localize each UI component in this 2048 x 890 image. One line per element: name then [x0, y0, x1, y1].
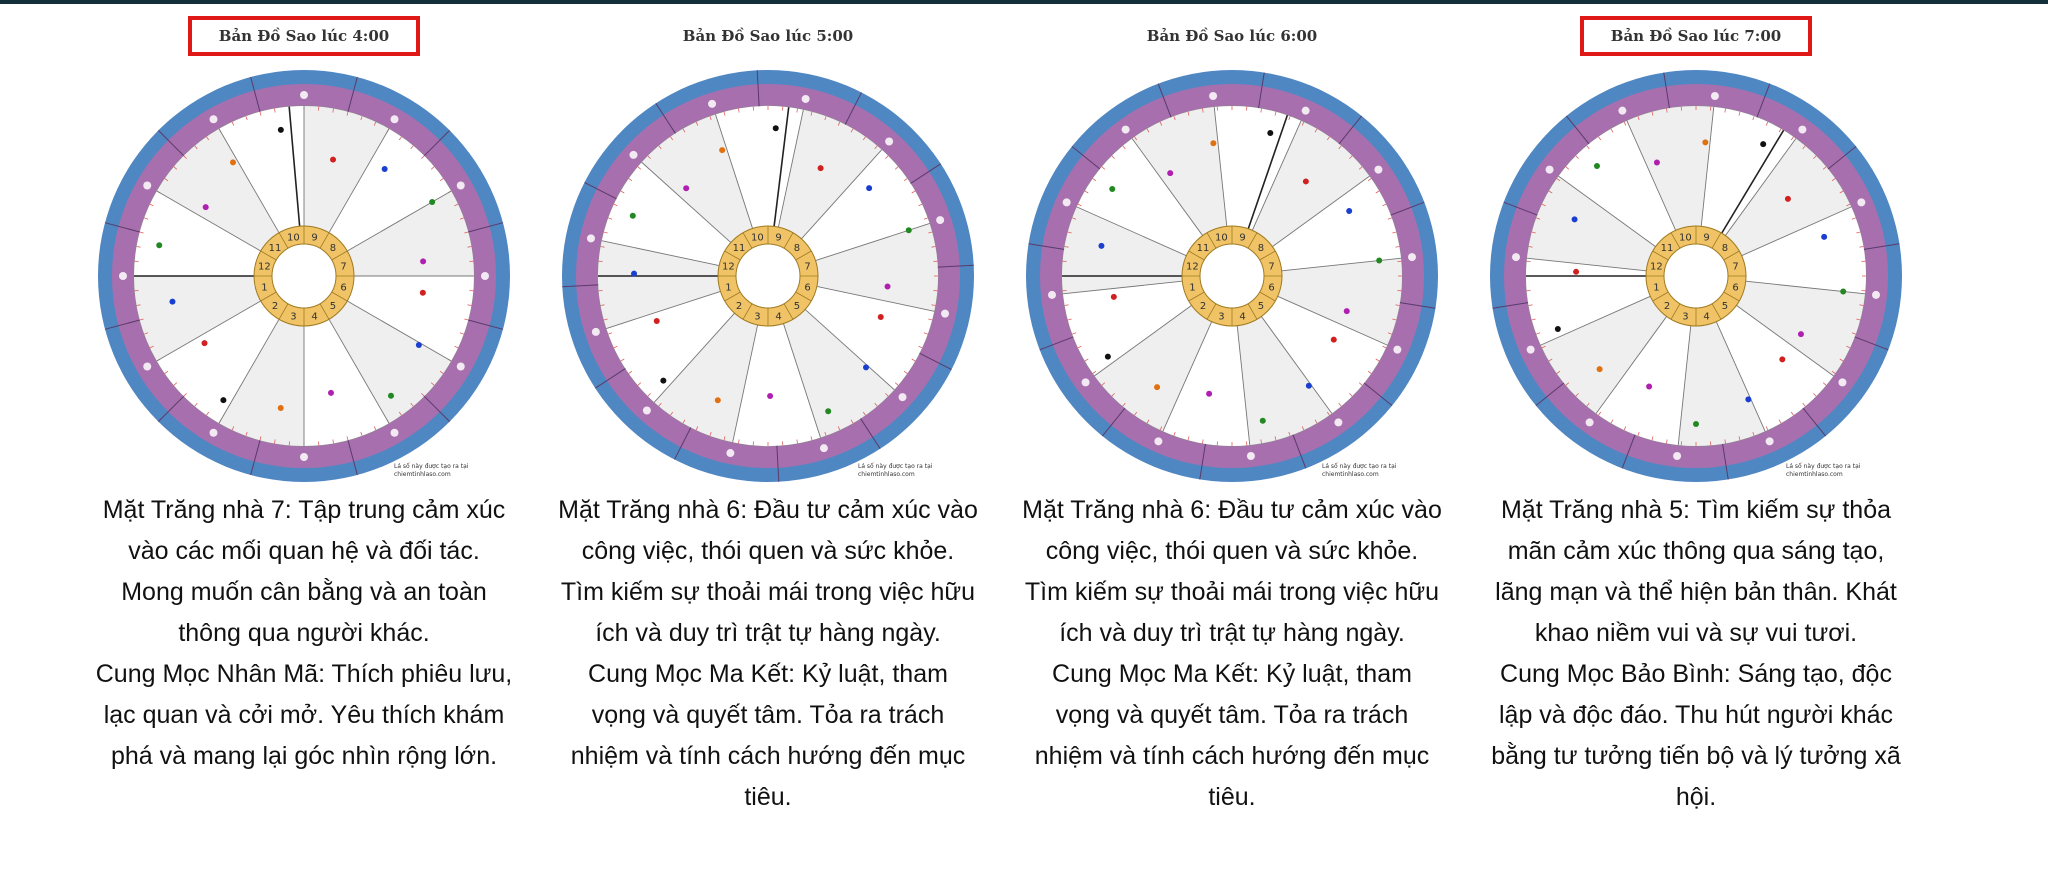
- zodiac-glyph: [1063, 198, 1071, 206]
- house-number: 6: [340, 282, 347, 294]
- zodiac-glyph: [210, 115, 218, 123]
- house-number: 10: [287, 232, 300, 244]
- house-number: 9: [1239, 232, 1246, 244]
- zodiac-glyph: [643, 407, 651, 415]
- zodiac-glyph: [119, 272, 127, 280]
- planet-glyph: [863, 364, 869, 370]
- chart-panel-6h: [1012, 4, 1452, 818]
- chart-credit: Lá số này được tạo ra tại: [1322, 463, 1397, 470]
- natal-chart-wheel: [1022, 66, 1442, 486]
- chart-description: [558, 490, 978, 818]
- zodiac-glyph: [629, 151, 637, 159]
- planet-glyph: [203, 204, 209, 210]
- planet-glyph: [1111, 294, 1117, 300]
- zodiac-glyph: [481, 272, 489, 280]
- planet-glyph: [1798, 331, 1804, 337]
- chart-credit: Lá số này được tạo ra tại: [394, 463, 469, 470]
- chart-center: [1664, 244, 1728, 308]
- zodiac-glyph: [300, 453, 308, 461]
- zodiac-glyph: [1408, 253, 1416, 261]
- planet-glyph: [1303, 178, 1309, 184]
- zodiac-glyph: [1334, 418, 1342, 426]
- zodiac-glyph: [1527, 346, 1535, 354]
- planet-glyph: [382, 166, 388, 172]
- house-number: 2: [271, 300, 279, 312]
- planet-glyph: [1109, 186, 1115, 192]
- chart-credit-site: chiemtinhlaso.com: [394, 471, 451, 478]
- planet-glyph: [1098, 243, 1104, 249]
- planet-glyph: [1597, 366, 1603, 372]
- zodiac-glyph: [1673, 452, 1681, 460]
- planet-glyph: [1346, 208, 1352, 214]
- zodiac-glyph: [1766, 437, 1774, 445]
- planet-glyph: [220, 397, 226, 403]
- house-number: 2: [1199, 300, 1207, 312]
- planet-glyph: [278, 405, 284, 411]
- planet-glyph: [1745, 396, 1751, 402]
- zodiac-glyph: [300, 91, 308, 99]
- chart-title-box: [1580, 16, 1812, 56]
- planet-glyph: [1210, 140, 1216, 146]
- chart-panel-5h: [548, 4, 988, 818]
- house-number: 4: [1703, 311, 1710, 323]
- ascendant-description: Cung Mọc Bảo Bình: Sáng tạo, độc lập và độc đáo. Thu hút người khác bằng tư tưởng tiến bộ và lý tưởng xã hội.: [1491, 660, 1901, 811]
- planet-glyph: [1779, 356, 1785, 362]
- house-number: 1: [1653, 282, 1660, 294]
- planet-glyph: [1572, 216, 1578, 222]
- planet-glyph: [719, 147, 725, 153]
- zodiac-glyph: [1546, 166, 1554, 174]
- planet-glyph: [1344, 308, 1350, 314]
- zodiac-glyph: [899, 393, 907, 401]
- zodiac-glyph: [1711, 92, 1719, 100]
- house-number: 1: [261, 282, 268, 294]
- planet-glyph: [1105, 354, 1111, 360]
- house-number: 6: [1268, 282, 1275, 294]
- chart-wheel-svg: [558, 66, 978, 486]
- planet-glyph: [825, 408, 831, 414]
- planet-glyph: [1555, 326, 1561, 332]
- zodiac-glyph: [1838, 378, 1846, 386]
- zodiac-glyph: [1122, 126, 1130, 134]
- house-number: 2: [735, 300, 743, 312]
- chart-description: [94, 490, 514, 777]
- house-number: 2: [1663, 300, 1671, 312]
- zodiac-glyph: [1247, 452, 1255, 460]
- zodiac-glyph: [936, 216, 944, 224]
- planet-glyph: [654, 318, 660, 324]
- zodiac-glyph: [1302, 107, 1310, 115]
- planet-glyph: [1646, 383, 1652, 389]
- planet-glyph: [630, 213, 636, 219]
- house-number: 10: [1679, 232, 1692, 244]
- house-number: 10: [1215, 232, 1228, 244]
- zodiac-glyph: [457, 182, 465, 190]
- house-number: 8: [329, 243, 337, 255]
- moon-house-description: Mặt Trăng nhà 6: Đầu tư cảm xúc vào công việc, thói quen và sức khỏe. Tìm kiếm sự thoải mái trong việc hữu ích và duy trì trật tự hàng ngày.: [558, 496, 978, 647]
- house-number: 11: [732, 243, 746, 255]
- zodiac-glyph: [1872, 291, 1880, 299]
- zodiac-glyph: [143, 182, 151, 190]
- house-number: 3: [1218, 311, 1225, 323]
- house-number: 1: [1189, 282, 1196, 294]
- zodiac-glyph: [941, 310, 949, 318]
- planet-glyph: [1760, 141, 1766, 147]
- house-number: 12: [258, 261, 271, 273]
- house-number: 12: [1186, 261, 1199, 273]
- zodiac-glyph: [1048, 291, 1056, 299]
- planet-glyph: [906, 227, 912, 233]
- ascendant-description: Cung Mọc Nhân Mã: Thích phiêu lưu, lạc quan và cởi mở. Yêu thích khám phá và mang lại góc nhìn rộng lớn.: [95, 660, 513, 770]
- chart-title: Bản Đồ Sao lúc 6:00: [1146, 27, 1318, 45]
- planet-glyph: [1376, 258, 1382, 264]
- zodiac-glyph: [1512, 253, 1520, 261]
- zodiac-glyph: [1374, 166, 1382, 174]
- zodiac-glyph: [592, 328, 600, 336]
- zodiac-glyph: [1798, 126, 1806, 134]
- chart-wheel-svg: [94, 66, 514, 486]
- house-number: 4: [775, 311, 782, 323]
- planet-glyph: [1154, 384, 1160, 390]
- planet-glyph: [818, 165, 824, 171]
- chart-center: [272, 244, 336, 308]
- zodiac-glyph: [1393, 346, 1401, 354]
- house-number: 9: [775, 232, 782, 244]
- planet-glyph: [866, 185, 872, 191]
- zodiac-glyph: [1154, 437, 1162, 445]
- planet-glyph: [328, 390, 334, 396]
- house-number: 4: [311, 311, 318, 323]
- zodiac-glyph: [708, 100, 716, 108]
- planet-glyph: [1206, 391, 1212, 397]
- natal-chart-wheel: [558, 66, 978, 486]
- house-number: 9: [311, 232, 318, 244]
- planet-glyph: [1594, 163, 1600, 169]
- planet-glyph: [767, 393, 773, 399]
- planet-glyph: [388, 393, 394, 399]
- house-number: 3: [290, 311, 297, 323]
- chart-title: Bản Đồ Sao lúc 7:00: [1610, 27, 1782, 45]
- house-number: 7: [340, 261, 347, 273]
- natal-chart-wheel: [94, 66, 514, 486]
- chart-title-box: [188, 16, 420, 56]
- house-number: 7: [1268, 261, 1275, 273]
- planet-glyph: [330, 157, 336, 163]
- planet-glyph: [1306, 383, 1312, 389]
- house-number: 8: [1257, 243, 1265, 255]
- planet-glyph: [420, 290, 426, 296]
- zodiac-glyph: [143, 363, 151, 371]
- planet-glyph: [1573, 269, 1579, 275]
- planet-glyph: [1260, 418, 1266, 424]
- house-number: 12: [722, 261, 735, 273]
- planet-glyph: [156, 242, 162, 248]
- house-number: 3: [1682, 311, 1689, 323]
- planet-glyph: [416, 342, 422, 348]
- house-number: 5: [1257, 300, 1265, 312]
- zodiac-glyph: [820, 444, 828, 452]
- chart-credit: Lá số này được tạo ra tại: [858, 463, 933, 470]
- house-number: 7: [804, 261, 811, 273]
- planet-glyph: [1654, 160, 1660, 166]
- planet-glyph: [202, 340, 208, 346]
- chart-panel-7h: [1476, 4, 1916, 818]
- zodiac-glyph: [1586, 418, 1594, 426]
- planet-glyph: [420, 258, 426, 264]
- chart-title: Bản Đồ Sao lúc 5:00: [682, 27, 854, 45]
- house-number: 11: [1196, 243, 1210, 255]
- house-number: 6: [1732, 282, 1739, 294]
- zodiac-glyph: [1082, 378, 1090, 386]
- ascendant-description: Cung Mọc Ma Kết: Kỷ luật, tham vọng và quyết tâm. Tỏa ra trách nhiệm và tính cách hướng đến mục tiêu.: [1034, 660, 1430, 811]
- planet-glyph: [429, 199, 435, 205]
- planet-glyph: [683, 185, 689, 191]
- planet-glyph: [1702, 139, 1708, 145]
- house-number: 10: [751, 232, 764, 244]
- planet-glyph: [230, 159, 236, 165]
- house-number: 6: [804, 282, 811, 294]
- chart-panel-4h: [84, 4, 524, 777]
- zodiac-glyph: [1209, 92, 1217, 100]
- chart-credit: Lá số này được tạo ra tại: [1786, 463, 1861, 470]
- house-number: 5: [793, 300, 801, 312]
- zodiac-glyph: [457, 363, 465, 371]
- zodiac-glyph: [391, 429, 399, 437]
- planet-glyph: [1267, 130, 1273, 136]
- chart-description: [1022, 490, 1442, 818]
- natal-chart-wheel: [1486, 66, 1906, 486]
- house-number: 1: [725, 282, 732, 294]
- planet-glyph: [773, 125, 779, 131]
- house-number: 9: [1703, 232, 1710, 244]
- planet-glyph: [878, 314, 884, 320]
- chart-title: Bản Đồ Sao lúc 4:00: [218, 27, 390, 45]
- chart-wheel-svg: [1022, 66, 1442, 486]
- zodiac-glyph: [726, 449, 734, 457]
- planet-glyph: [1785, 196, 1791, 202]
- zodiac-glyph: [885, 137, 893, 145]
- planet-glyph: [631, 271, 637, 277]
- moon-house-description: Mặt Trăng nhà 5: Tìm kiếm sự thỏa mãn cảm xúc thông qua sáng tạo, lãng mạn và thể hiện bản thân. Khát khao niềm vui và sự vui tươi.: [1495, 496, 1897, 647]
- zodiac-glyph: [802, 95, 810, 103]
- house-number: 5: [329, 300, 337, 312]
- planet-glyph: [169, 299, 175, 305]
- planet-glyph: [1821, 234, 1827, 240]
- zodiac-glyph: [391, 115, 399, 123]
- house-number: 12: [1650, 261, 1663, 273]
- house-number: 11: [1660, 243, 1674, 255]
- planet-glyph: [278, 127, 284, 133]
- house-number: 5: [1721, 300, 1729, 312]
- house-number: 8: [1721, 243, 1729, 255]
- zodiac-glyph: [210, 429, 218, 437]
- chart-credit-site: chiemtinhlaso.com: [858, 471, 915, 478]
- house-number: 3: [754, 311, 761, 323]
- chart-center: [736, 244, 800, 308]
- chart-center: [1200, 244, 1264, 308]
- house-number: 8: [793, 243, 801, 255]
- zodiac-glyph: [1618, 107, 1626, 115]
- house-number: 11: [268, 243, 282, 255]
- zodiac-glyph: [1857, 198, 1865, 206]
- ascendant-description: Cung Mọc Ma Kết: Kỷ luật, tham vọng và quyết tâm. Tỏa ra trách nhiệm và tính cách hướng đến mục tiêu.: [570, 660, 966, 811]
- house-number: 7: [1732, 261, 1739, 273]
- chart-credit-site: chiemtinhlaso.com: [1322, 471, 1379, 478]
- planet-glyph: [1840, 288, 1846, 294]
- zodiac-glyph: [587, 234, 595, 242]
- chart-credit-site: chiemtinhlaso.com: [1786, 471, 1843, 478]
- moon-house-description: Mặt Trăng nhà 7: Tập trung cảm xúc vào các mối quan hệ và đối tác. Mong muốn cân bằng và an toàn thông qua người khác.: [102, 496, 506, 647]
- house-number: 4: [1239, 311, 1246, 323]
- chart-title-box: [652, 16, 884, 56]
- chart-title-box: [1116, 16, 1348, 56]
- chart-description: [1486, 490, 1906, 818]
- moon-house-description: Mặt Trăng nhà 6: Đầu tư cảm xúc vào công việc, thói quen và sức khỏe. Tìm kiếm sự thoải mái trong việc hữu ích và duy trì trật tự hàng ngày.: [1022, 496, 1442, 647]
- planet-glyph: [1693, 421, 1699, 427]
- chart-wheel-svg: [1486, 66, 1906, 486]
- planet-glyph: [660, 378, 666, 384]
- planet-glyph: [1167, 170, 1173, 176]
- planet-glyph: [715, 397, 721, 403]
- planet-glyph: [1331, 337, 1337, 343]
- planet-glyph: [885, 283, 891, 289]
